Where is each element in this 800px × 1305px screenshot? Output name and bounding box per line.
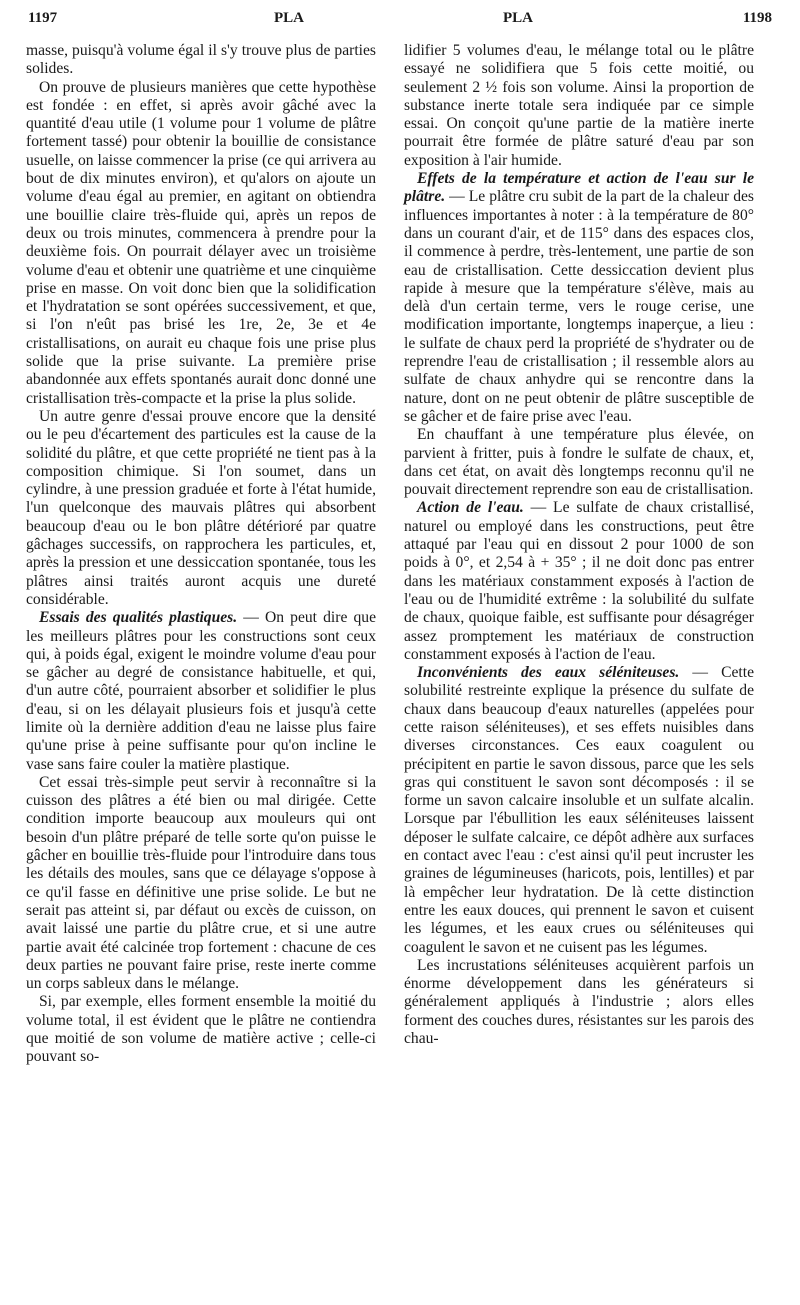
section-heading: Effets de la température et action de l'eau sur le plâtre. xyxy=(404,170,754,206)
paragraph: Si, par exemple, elles forment ensemble la moitié du volume total, il est évident que le plâtre ne contiendra que moitié de son volume de matière active ; celle-ci pouvant so- xyxy=(26,993,376,1066)
paragraph: Effets de la température et action de l'eau sur le plâtre. — Le plâtre cru subit de la part de la chaleur des influences importantes à noter : à la température de 80° dans un courant d'air, et de 115° dans des espaces clos, il commence à perdre, très-lentement, une partie de son eau de cristallisation. Cette dessiccation devient plus rapide à mesure que la température s'élève, mais au delà d'un certain terme, vers le rouge cerise, une modification importante, longtemps inaperçue, a lieu : le sulfate de chaux perd la propriété de s'hydrater ou de reprendre l'eau de cristallisation ; il ressemble alors au sulfate de chaux anhydre qui se rencontre dans la nature, dont on ne peut obtenir de plâtre susceptible de se gâcher et de faire prise avec l'eau. xyxy=(404,170,754,425)
left-page-number: 1197 xyxy=(28,10,58,26)
paragraph: masse, puisqu'à volume égal il s'y trouve plus de parties solides. xyxy=(26,42,376,78)
paragraph: Action de l'eau. — Le sulfate de chaux cristallisé, naturel ou employé dans les constructions, peut être attaqué par l'eau qui en dissout 2 pour 1000 de son poids à 0°, et 2,54 à + 35° ; il ne doit donc pas entrer dans les matériaux constamment exposés à l'action de l'eau ou de l'humidité extrême : la solubilité du sulfate de chaux, quoique faible, est suffisante pour désagréger assez promptement les matériaux de construction constamment exposés à l'action de l'eau. xyxy=(404,499,754,663)
left-column xyxy=(26,42,376,1067)
left-running-word: PLA xyxy=(274,10,304,26)
paragraph: Les incrustations séléniteuses acquièrent parfois un énorme développement dans les générateurs si généralement appliqués à l'industrie ; alors elles forment des couches dures, résistantes sur les parois des chau- xyxy=(404,956,754,1048)
section-heading: Inconvénients des eaux séléniteuses. xyxy=(417,664,680,682)
paragraph: lidifier 5 volumes d'eau, le mélange total ou le plâtre essayé ne solidifiera que 5 fois cette moitié, ou seulement 2 ½ fois son volume. Ainsi la proportion de substance inerte totale sera indiquée par ce simple essai. On conçoit qu'une partie de la matière inerte pourrait être formée de plâtre saturé d'eau par son exposition à l'air humide. xyxy=(404,42,754,169)
paragraph: Essais des qualités plastiques. — On peut dire que les meilleurs plâtres pour les constructions sont ceux qui, à poids égal, exigent le moindre volume d'eau pour se gâcher au degré de consistance habituelle, et qui, d'un autre côté, pourraient absorber et solidifier le plus d'eau, si on les délayait plusieurs fois et jusqu'à cette limite où la dernière addition d'eau ne laisse plus faire qu'une prise à peine suffisante pour qu'on incline le vase sans faire couler la matière plastique. xyxy=(26,609,376,773)
section-heading: Essais des qualités plastiques. xyxy=(39,609,238,627)
paragraph: En chauffant à une température plus élevée, on parvient à fritter, puis à fondre le sulfate de chaux, et, dans cet état, on avait dès longtemps reconnu qu'il ne pouvait directement reprendre son eau de cristallisation. xyxy=(404,426,754,499)
section-heading: Action de l'eau. xyxy=(417,499,524,517)
running-header xyxy=(28,10,772,34)
right-running-word: PLA xyxy=(503,10,533,26)
right-column xyxy=(404,42,754,1048)
paragraph: On prouve de plusieurs manières que cette hypothèse est fondée : en effet, si après avoir gâché avec la quantité d'eau utile (1 volume pour 1 volume de plâtre fortement tassé) pour obtenir la bouillie de consistance usuelle, on laisse commencer la prise (ce qui arrivera au bout de dix minutes environ), et qu'alors on ajoute un volume d'eau égal au premier, en agitant on obtiendra une bouillie claire très-fluide qui, après un repos de deux ou trois minutes, commencera à prendre pour la deuxième fois. On pourrait délayer avec un troisième volume d'eau et obtenir une quatrième et une cinquième prise en masse. On voit donc bien que la solidification et l'hydratation se sont opérées successivement, et que, si l'on n'eût pas brisé les 1re, 2e, 3e et 4e cristallisations, on aurait eu chaque fois une prise plus solide que la prise suivante. La première prise abandonnée aux effets spontanés aurait donc donné une cristallisation très-compacte et la prise la plus solide. xyxy=(26,78,376,407)
paragraph: Inconvénients des eaux séléniteuses. — Cette solubilité restreinte explique la présence du sulfate de chaux dans beaucoup d'eaux naturelles (appelées pour cette raison séléniteuses), et ses effets nuisibles dans diverses circonstances. Ces eaux coagulent ou précipitent en partie le savon dissous, parce que les sels gras qui constituent le savon sont décomposés : il se forme un savon calcaire insoluble et un sulfate alcalin. Lorsque par l'ébullition les eaux séléniteuses laissent déposer le sulfate calcaire, ce dépôt adhère aux surfaces en contact avec l'eau : c'est ainsi qu'il peut incruster les graines de légumineuses (haricots, pois, lentilles) et par là empêcher leur hydratation. De là cette distinction entre les eaux douces, qui prennent le savon et cuisent les légumes, et les eaux crues ou séléniteuses qui coagulent le savon et ne cuisent pas les légumes. xyxy=(404,664,754,956)
paragraph: Un autre genre d'essai prouve encore que la densité ou le peu d'écartement des particules est la cause de la solidité du plâtre, et que cette propriété ne tient pas à la composition chimique. Si l'on soumet, dans un cylindre, à une pression graduée et forte à l'état humide, l'un quelconque des mauvais plâtres qui absorbent beaucoup d'eau ou le bon plâtre détérioré par quatre gâchages successifs, on rapprochera les particules, et, après la pression et une dessiccation spontanée, tous les plâtres ainsi traités auront acquis une dureté considérable. xyxy=(26,407,376,608)
right-page-number: 1198 xyxy=(742,10,772,26)
paragraph: Cet essai très-simple peut servir à reconnaître si la cuisson des plâtres a été bien ou mal dirigée. Cette condition importe beaucoup aux mouleurs qui ont besoin d'un plâtre préparé de telle sorte qu'on puisse le gâcher en bouillie très-fluide pour l'introduire dans tous les détails des moules, sans que ce délayage s'oppose à ce qu'il fasse en définitive une prise solide. Le but ne serait pas atteint si, par défaut ou excès de cuisson, on avait laissé une partie du plâtre crue, et si une autre partie avait été calcinée trop fortement : chacune de ces deux parties ne pouvant faire prise, reste inerte comme un corps sableux dans le mélange. xyxy=(26,773,376,993)
